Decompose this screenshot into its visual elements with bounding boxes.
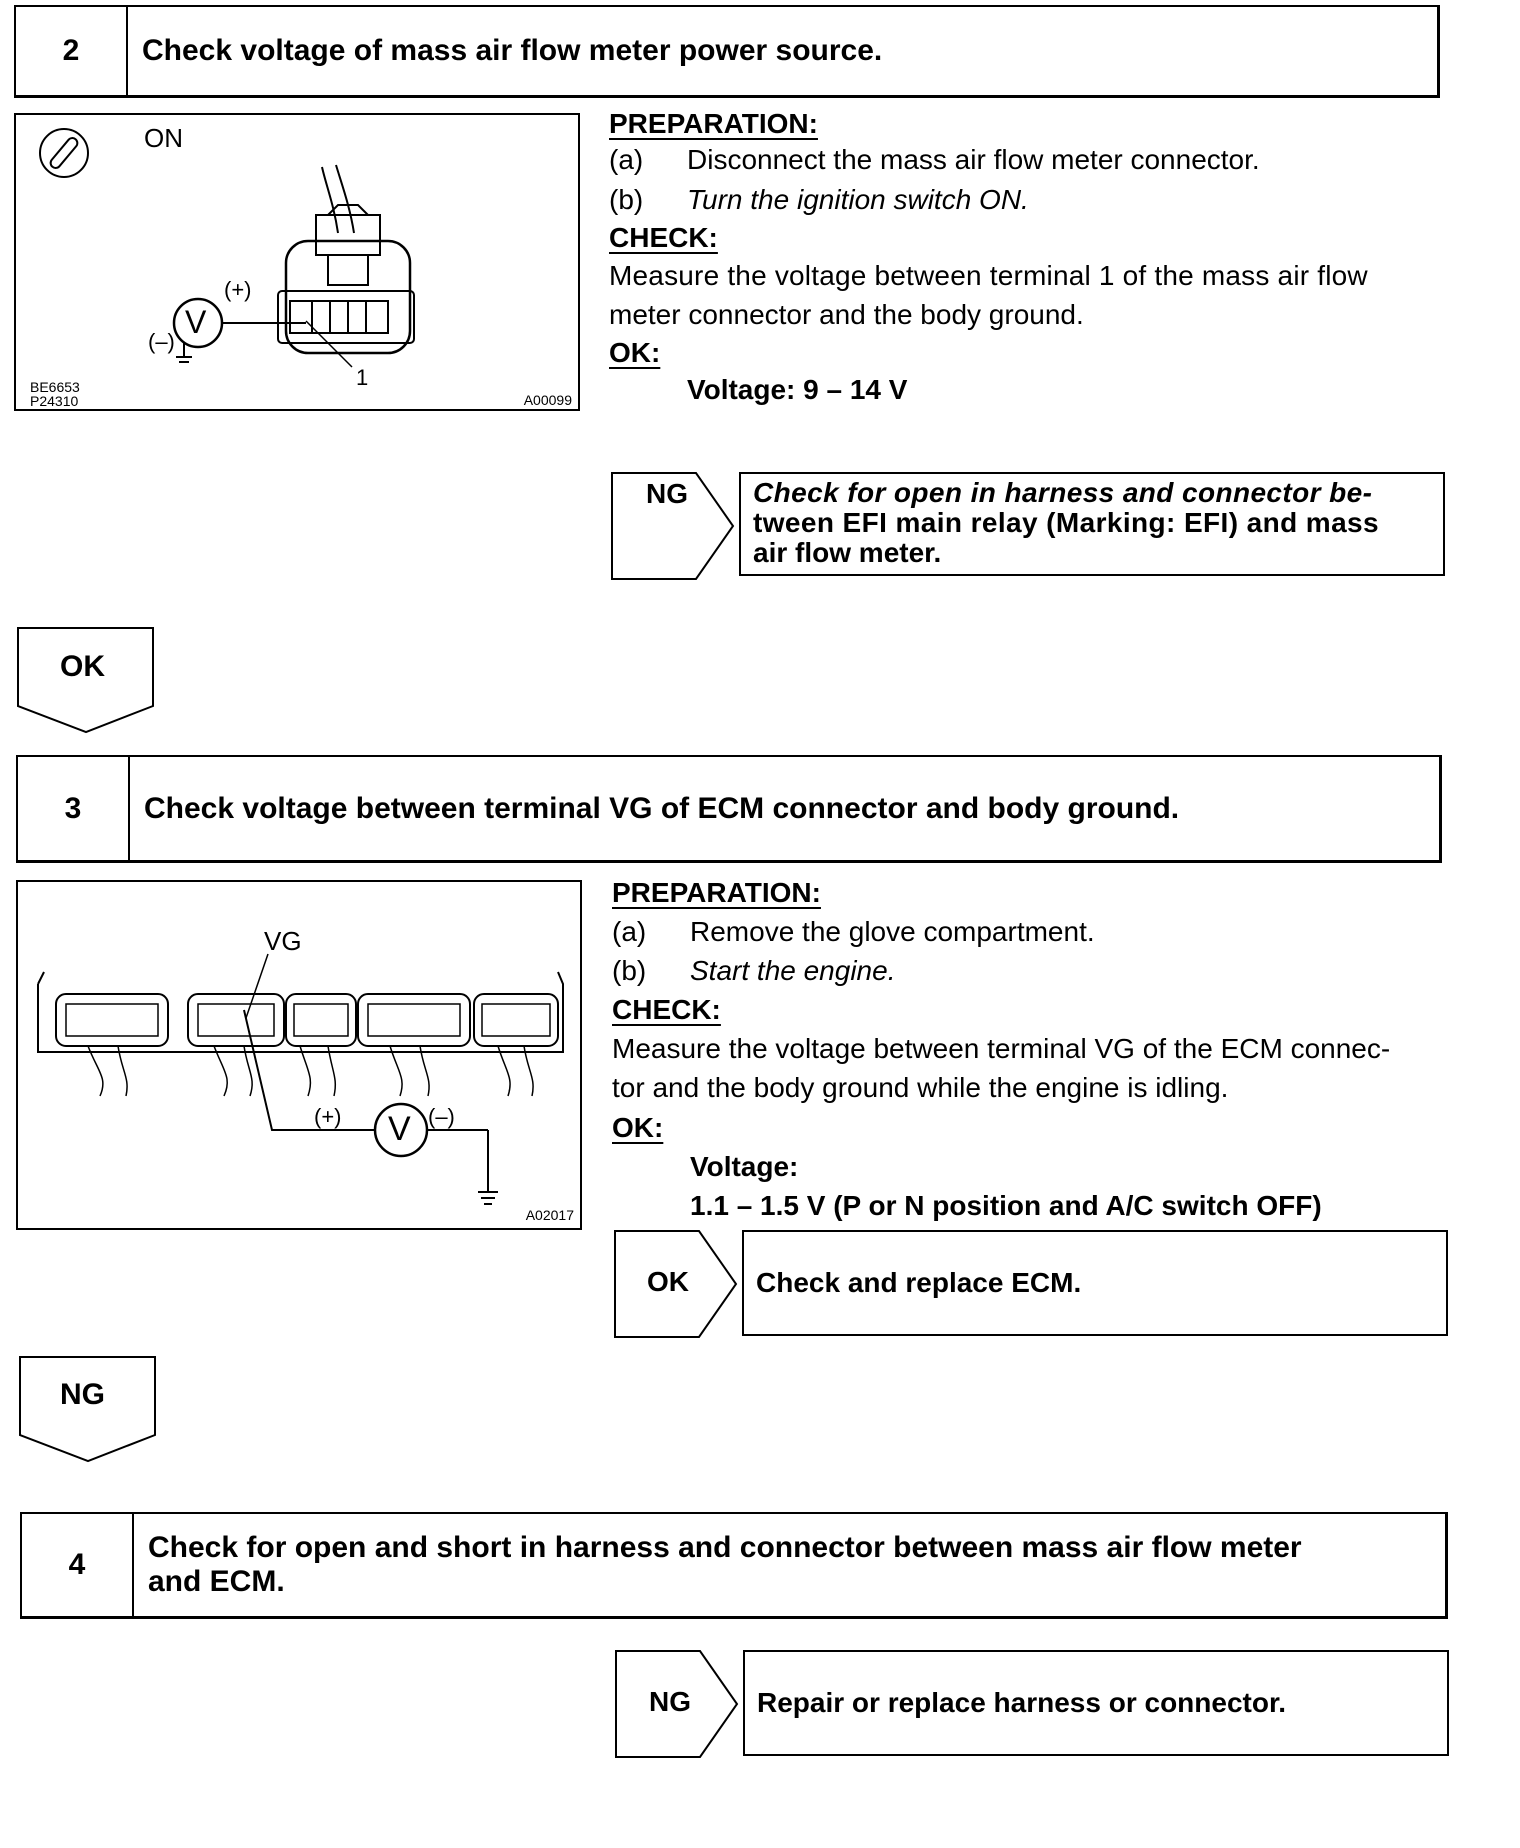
ng-branch-label: NG — [646, 478, 688, 509]
prep-b-marker: (b) — [609, 184, 644, 215]
ok-branch-label: OK — [647, 1266, 689, 1297]
prep-b-text: Turn the ignition switch ON. — [687, 184, 1029, 215]
plus-probe-label: (+) — [224, 277, 252, 302]
step-number: 3 — [18, 757, 130, 860]
step-4-header — [20, 1512, 1448, 1619]
check-line-1: Measure the voltage between terminal VG of the ECM connec- — [612, 1033, 1391, 1064]
vg-terminal-label: VG — [264, 926, 302, 956]
ignition-key-icon — [40, 129, 88, 177]
check-line-2: tor and the body ground while the engine is idling. — [612, 1072, 1229, 1103]
step-title-line-1: Check for open and short in harness and connector between mass air flow meter — [148, 1531, 1302, 1564]
terminal-number-label: 1 — [356, 365, 369, 390]
figure-code-right: A00099 — [523, 392, 572, 408]
ng-result-text: Repair or replace harness or connector. — [757, 1687, 1287, 1718]
ng-result-line-2: tween EFI main relay (Marking: EFI) and mass — [753, 507, 1379, 538]
figure-code-2: P24310 — [30, 393, 79, 409]
prep-b-marker: (b) — [612, 955, 647, 986]
check-heading: CHECK: — [609, 222, 718, 253]
ng-result-line-1: Check for open in harness and connector be- — [753, 477, 1373, 508]
ng-branch-label: NG — [649, 1686, 691, 1717]
step-title: Check voltage of mass air flow meter power source. — [142, 34, 883, 67]
step-title: Check voltage between terminal VG of ECM connector and body ground. — [144, 791, 1180, 825]
ok-heading: OK: — [612, 1112, 664, 1143]
step-3-header — [16, 755, 1442, 863]
check-line-1: Measure the voltage between terminal 1 of the mass air flow — [609, 260, 1368, 291]
ok-voltage-value: 1.1 – 1.5 V (P or N position and A/C switch OFF) — [690, 1190, 1322, 1221]
minus-probe-label: (–) — [148, 329, 175, 354]
ng-result-box — [743, 1650, 1449, 1756]
ok-result-box — [742, 1230, 1448, 1336]
ignition-on-label: ON — [144, 123, 183, 153]
ng-flow-label: NG — [60, 1378, 105, 1411]
step-title-line-2: and ECM. — [148, 1565, 285, 1598]
minus-probe-label: (–) — [428, 1104, 455, 1129]
prep-b-text: Start the engine. — [690, 955, 896, 986]
check-line-2: meter connector and the body ground. — [609, 299, 1084, 330]
prep-a-marker: (a) — [612, 916, 647, 947]
step-3-figure — [16, 880, 582, 1230]
ok-heading: OK: — [609, 337, 661, 368]
preparation-heading: PREPARATION: — [609, 108, 818, 139]
figure-code-right: A02017 — [525, 1207, 574, 1223]
ok-result-text: Check and replace ECM. — [756, 1267, 1082, 1298]
ok-voltage-label: Voltage: — [690, 1151, 799, 1182]
ng-result-box — [739, 472, 1445, 576]
step-number: 2 — [16, 7, 128, 95]
voltmeter-letter: V — [185, 304, 207, 340]
plus-probe-label: (+) — [314, 1104, 342, 1129]
step-2-figure — [14, 113, 580, 411]
figure-code-1: BE6653 — [30, 379, 80, 395]
mass-air-flow-meter-diagram — [16, 115, 578, 409]
ok-voltage-value: Voltage: 9 – 14 V — [687, 374, 908, 405]
ng-result-line-3: air flow meter. — [753, 537, 942, 568]
step-number: 4 — [22, 1514, 134, 1616]
preparation-heading: PREPARATION: — [612, 877, 821, 908]
connector-icon — [278, 205, 414, 353]
check-heading: CHECK: — [612, 994, 721, 1025]
voltmeter-letter: V — [388, 1110, 411, 1148]
step-2-header — [14, 5, 1440, 98]
ecm-connectors-icon — [56, 994, 558, 1046]
prep-a-marker: (a) — [609, 144, 644, 175]
step-title — [148, 1514, 1431, 1616]
prep-a-text: Disconnect the mass air flow meter connector. — [687, 144, 1260, 175]
prep-a-text: Remove the glove compartment. — [690, 916, 1095, 947]
ok-flow-label: OK — [60, 650, 105, 683]
